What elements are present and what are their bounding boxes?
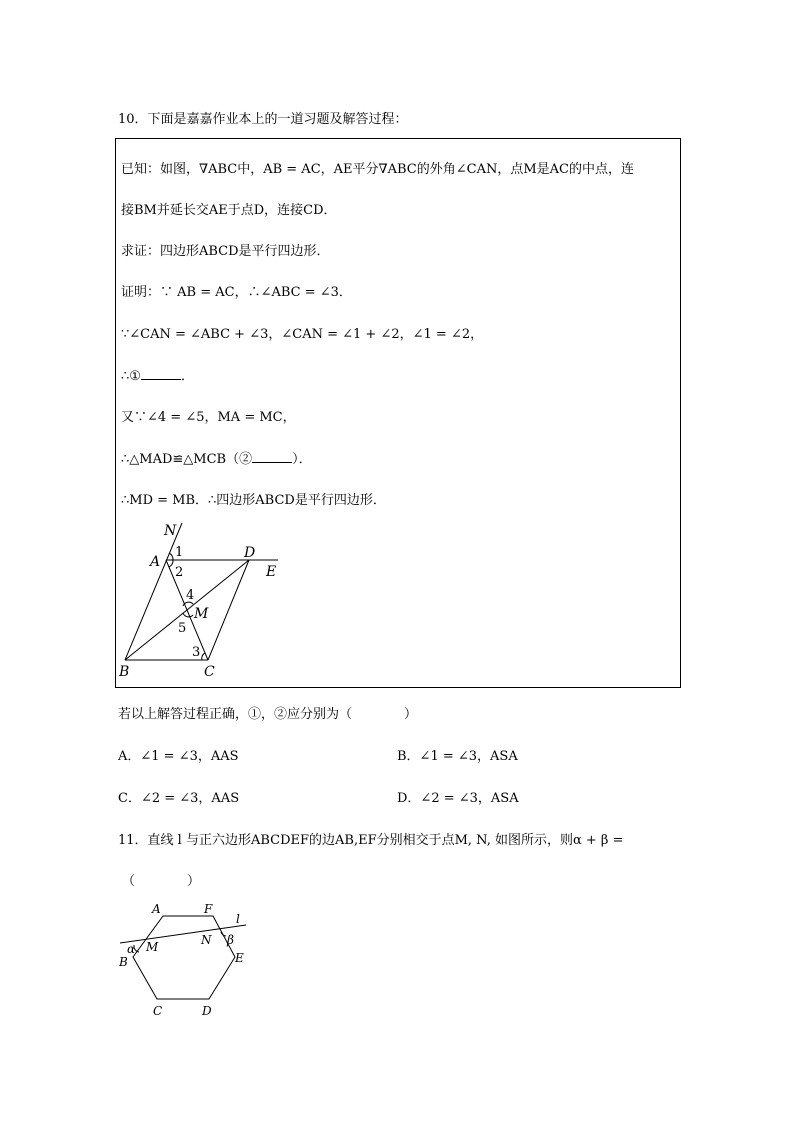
label-angle-5: 5 <box>178 621 187 636</box>
line-BD <box>125 560 249 660</box>
label-M: M <box>194 606 209 622</box>
label-angle-2: 2 <box>175 565 184 580</box>
label-hex-A: A <box>152 902 161 916</box>
label-N: N <box>164 523 177 539</box>
label-B: B <box>119 664 130 680</box>
q10-option-c[interactable]: C．∠2 = ∠3，AAS <box>118 791 240 806</box>
q10-proof-line6: ∴MD = MB．∴四边形ABCD是平行四边形． <box>121 493 386 508</box>
label-hex-D: D <box>202 1004 212 1018</box>
label-hex-F: F <box>204 902 213 916</box>
proof5-suffix: ）． <box>292 452 312 467</box>
q10-proof-line1: 证明：∵ AB = AC，∴∠ABC = ∠3． <box>121 285 352 300</box>
arc-2 <box>169 560 173 567</box>
q10-option-a[interactable]: A．∠1 = ∠3，AAS <box>118 749 239 764</box>
label-hex-N: N <box>201 933 212 947</box>
label-hex-C: C <box>153 1004 163 1018</box>
proof3-prefix: ∴① <box>121 369 141 384</box>
proof5-prefix: ∴△MAD≌△MCB（② <box>121 452 253 467</box>
label-hex-M: M <box>146 940 159 954</box>
label-A: A <box>150 554 161 570</box>
q11-text: 11．直线 l 与正六边形ABCDEF的边AB,EF分别相交于点M, N, 如图所示，则α + β = <box>118 833 624 848</box>
q10-given-line1: 已知：如图，∇ABC中，AB = AC，AE平分∇ABC的外角∠CAN，点M是AC的中点，连 <box>121 162 634 177</box>
arc-beta <box>221 932 226 936</box>
label-hex-beta: β <box>227 933 234 947</box>
label-hex-l: l <box>236 912 240 926</box>
q10-heading: 10．下面是嘉嘉作业本上的一道习题及解答过程： <box>118 112 408 127</box>
q10-proof-line2: ∵∠CAN = ∠ABC + ∠3，∠CAN = ∠1 + ∠2，∠1 = ∠2， <box>121 327 484 342</box>
label-E: E <box>266 564 277 580</box>
proof3-suffix: ． <box>180 369 194 384</box>
arc-3 <box>202 653 205 660</box>
q10-given-line2: 接BM并延长交AE于点D，连接CD． <box>121 203 337 218</box>
q11-paren: （ ） <box>122 874 201 889</box>
line-BN <box>125 523 182 660</box>
line-DC <box>208 560 249 660</box>
label-hex-alpha: α <box>127 942 136 956</box>
q10-option-b[interactable]: B．∠1 = ∠3，ASA <box>397 749 518 764</box>
q10-question: 若以上解答过程正确，①，②应分别为（ ） <box>118 707 418 722</box>
label-hex-B: B <box>119 955 128 969</box>
label-angle-4: 4 <box>186 588 195 603</box>
q10-option-d[interactable]: D．∠2 = ∠3，ASA <box>397 791 519 806</box>
label-angle-3: 3 <box>192 645 201 660</box>
label-angle-1: 1 <box>175 545 184 560</box>
label-D: D <box>244 545 256 561</box>
q10-proof-line4: 又∵∠4 = ∠5，MA = MC， <box>121 410 296 425</box>
label-hex-E: E <box>235 951 244 965</box>
q10-prove: 求证：四边形ABCD是平行四边形． <box>121 244 330 259</box>
label-C: C <box>204 664 215 680</box>
